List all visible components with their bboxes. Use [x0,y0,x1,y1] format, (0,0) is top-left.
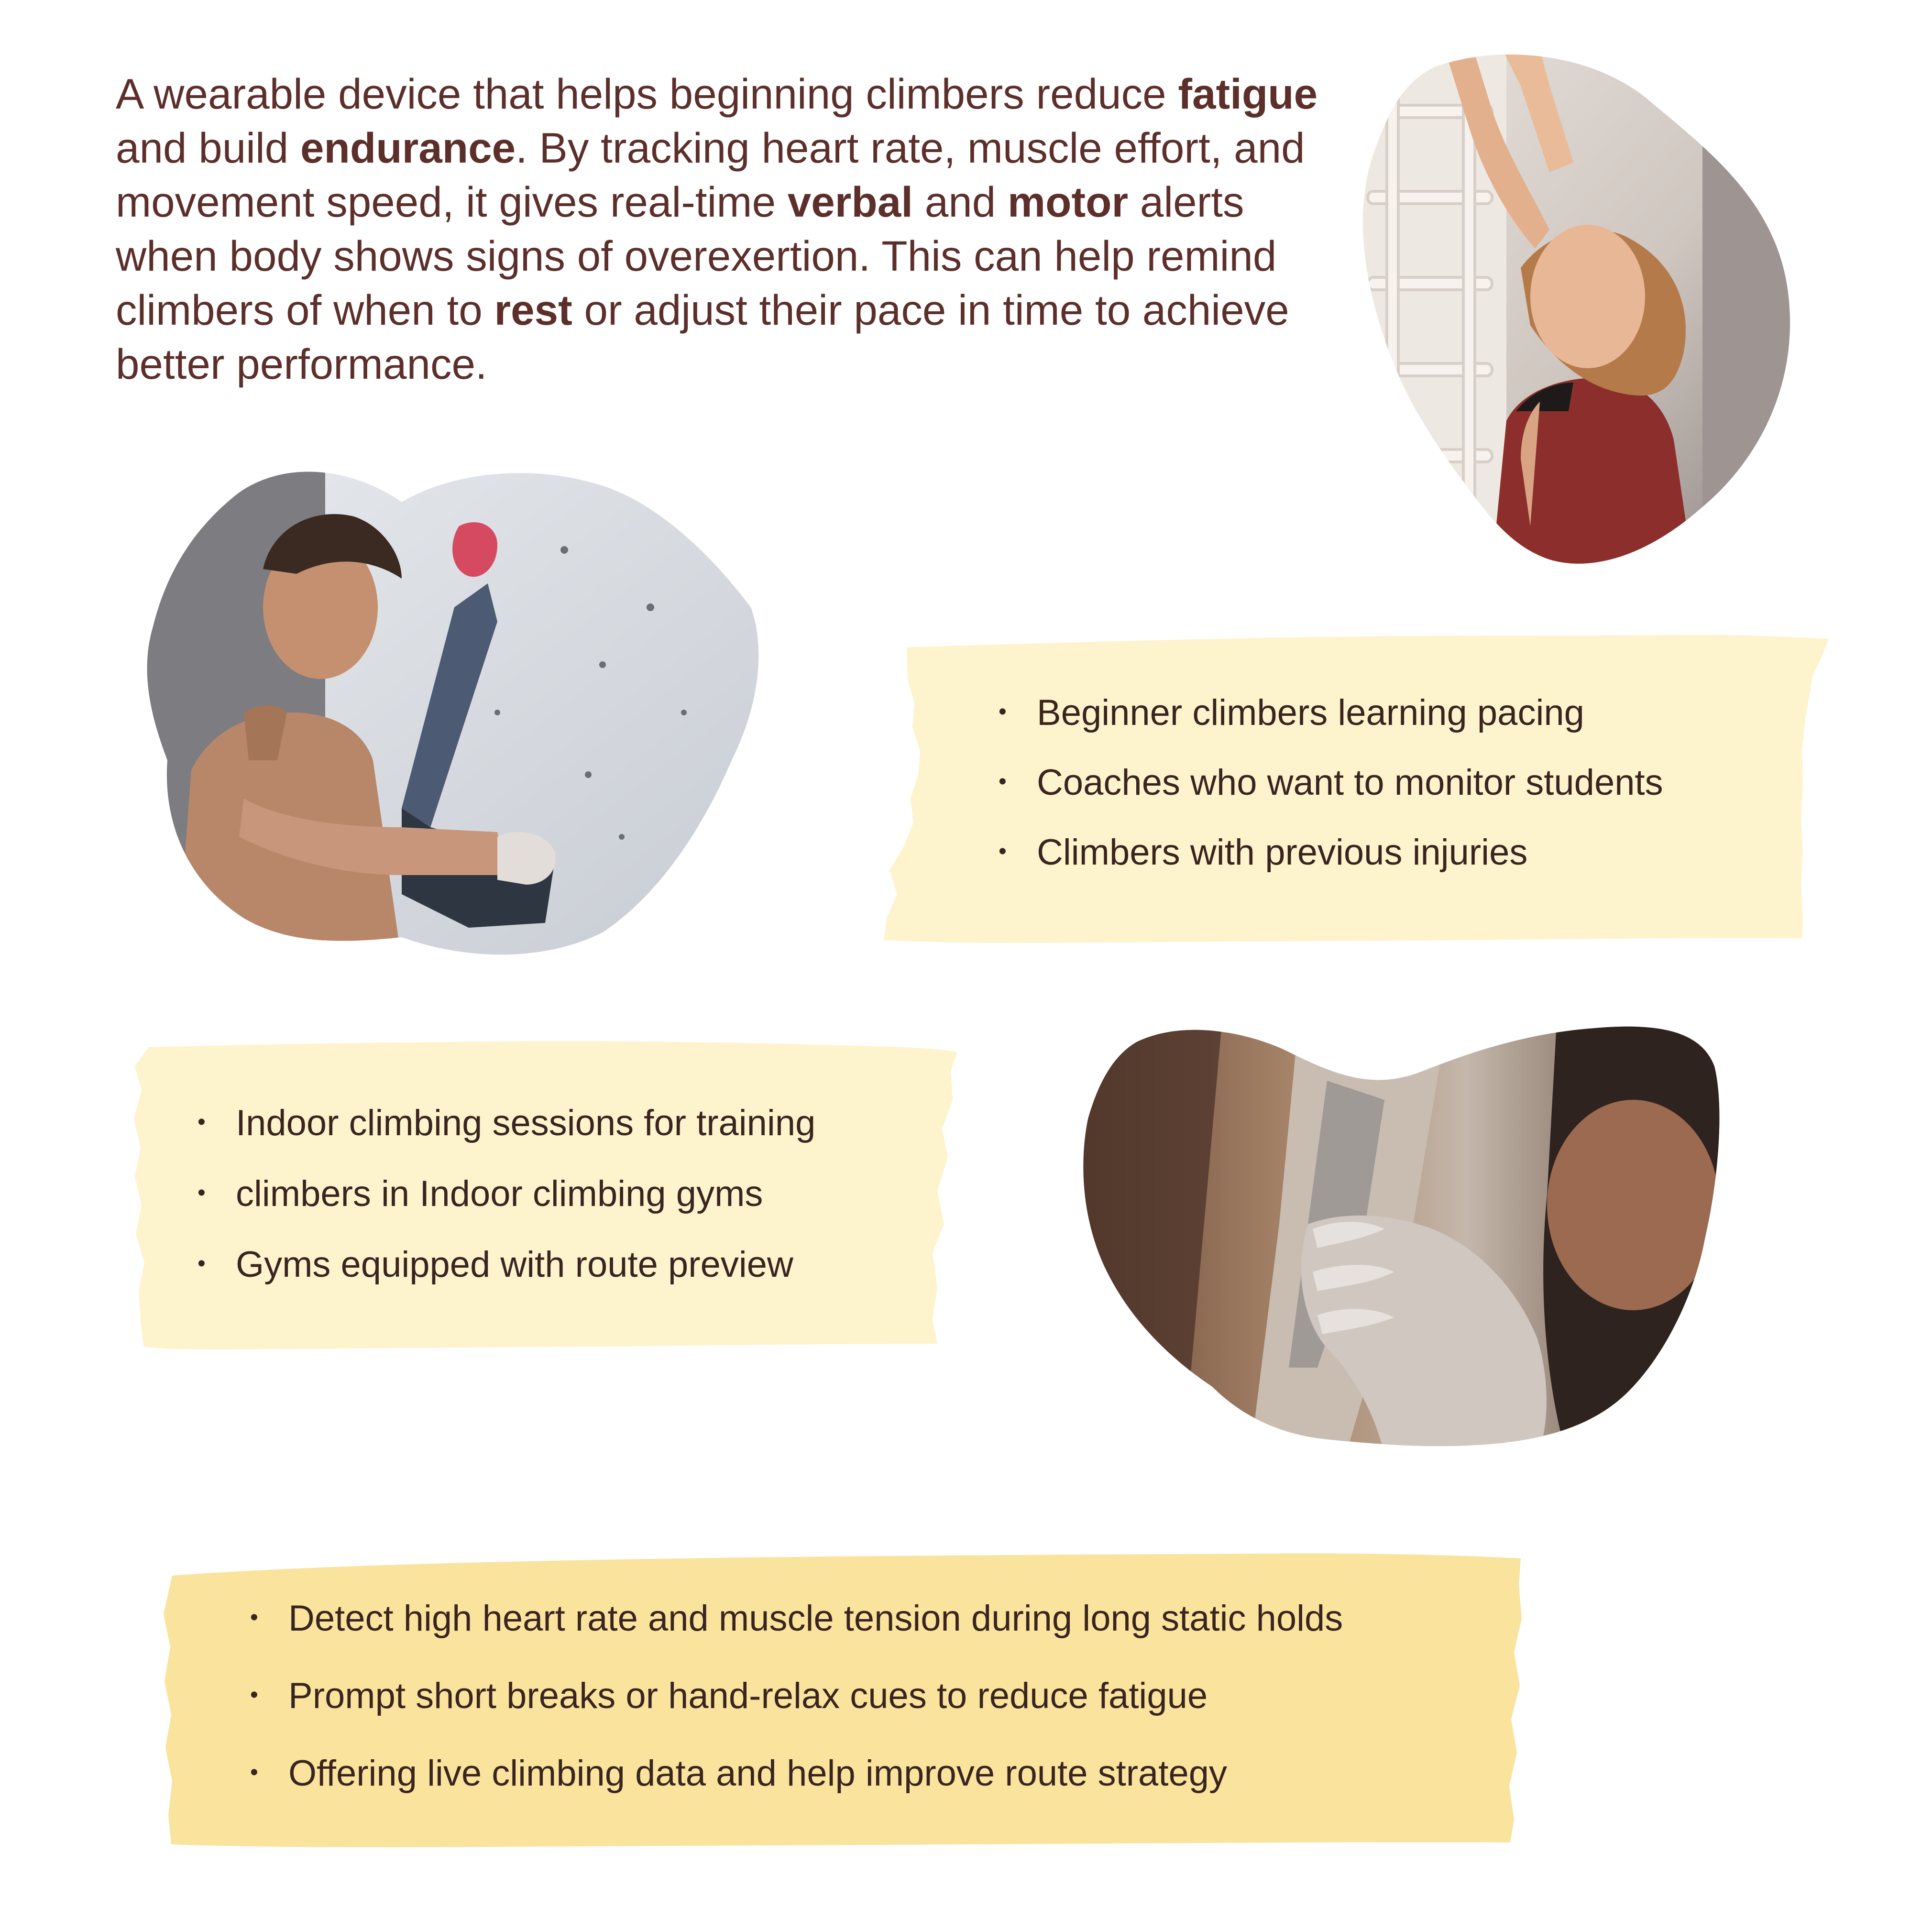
bullet-icon: • [250,1682,258,1708]
bullet-icon: • [999,699,1007,724]
list-item [999,759,1663,829]
intro-text-6: or adjust their pace in time to achieve better performance. [116,286,1289,388]
bullet-icon: • [999,769,1007,794]
intro-keyword-rest: rest [494,286,572,334]
bullet-icon: • [198,1109,206,1135]
list-item-label: Offering live climbing data and help improve route strategy [288,1753,1227,1794]
intro-text-5: alerts when body shows signs of overexertion. This can help remind climbers of when to [116,178,1277,334]
list-item-label: Coaches who want to monitor students [1037,762,1663,803]
list-item [999,689,1663,759]
audience-list [999,689,1663,899]
list-item-label: Beginner climbers learning pacing [1037,692,1584,733]
male-climber-photo [134,464,770,961]
list-item-label: Climbers with previous injuries [1037,832,1528,873]
features-list [250,1595,1343,1827]
list-item [198,1241,815,1312]
list-item-label: Indoor climbing sessions for training [236,1103,816,1143]
list-item-label: Detect high heart rate and muscle tension during long static holds [288,1598,1343,1639]
hand-on-rock-photo [1078,1023,1724,1454]
list-item [250,1672,1343,1750]
intro-text-3: . By tracking heart rate, muscle effort, and movement speed, it gives real-time [116,124,1305,226]
list-item-label: climbers in Indoor climbing gyms [236,1173,763,1214]
female-climber-photo [1349,48,1798,569]
bullet-icon: • [198,1251,206,1276]
intro-paragraph [116,67,1321,391]
context-list [198,1099,816,1312]
list-item [198,1099,816,1170]
intro-keyword-motor: motor [1007,178,1129,226]
list-item [999,829,1663,899]
bullet-icon: • [250,1760,258,1785]
intro-text-4: and [913,178,1008,226]
intro-keyword-verbal: verbal [787,178,913,226]
intro-text-1: A wearable device that helps beginning climbers reduce [116,70,1178,118]
list-item-label: Prompt short breaks or hand-relax cues to reduce fatigue [288,1676,1208,1716]
list-item [250,1595,1343,1672]
intro-text-2: and build [116,124,300,172]
list-item [198,1170,815,1241]
bullet-icon: • [250,1605,258,1630]
bullet-icon: • [999,839,1007,864]
intro-keyword-fatigue: fatigue [1178,70,1318,118]
list-item-label: Gyms equipped with route preview [236,1244,793,1285]
list-item [250,1750,1343,1827]
bullet-icon: • [198,1180,206,1206]
intro-keyword-endurance: endurance [300,124,516,172]
